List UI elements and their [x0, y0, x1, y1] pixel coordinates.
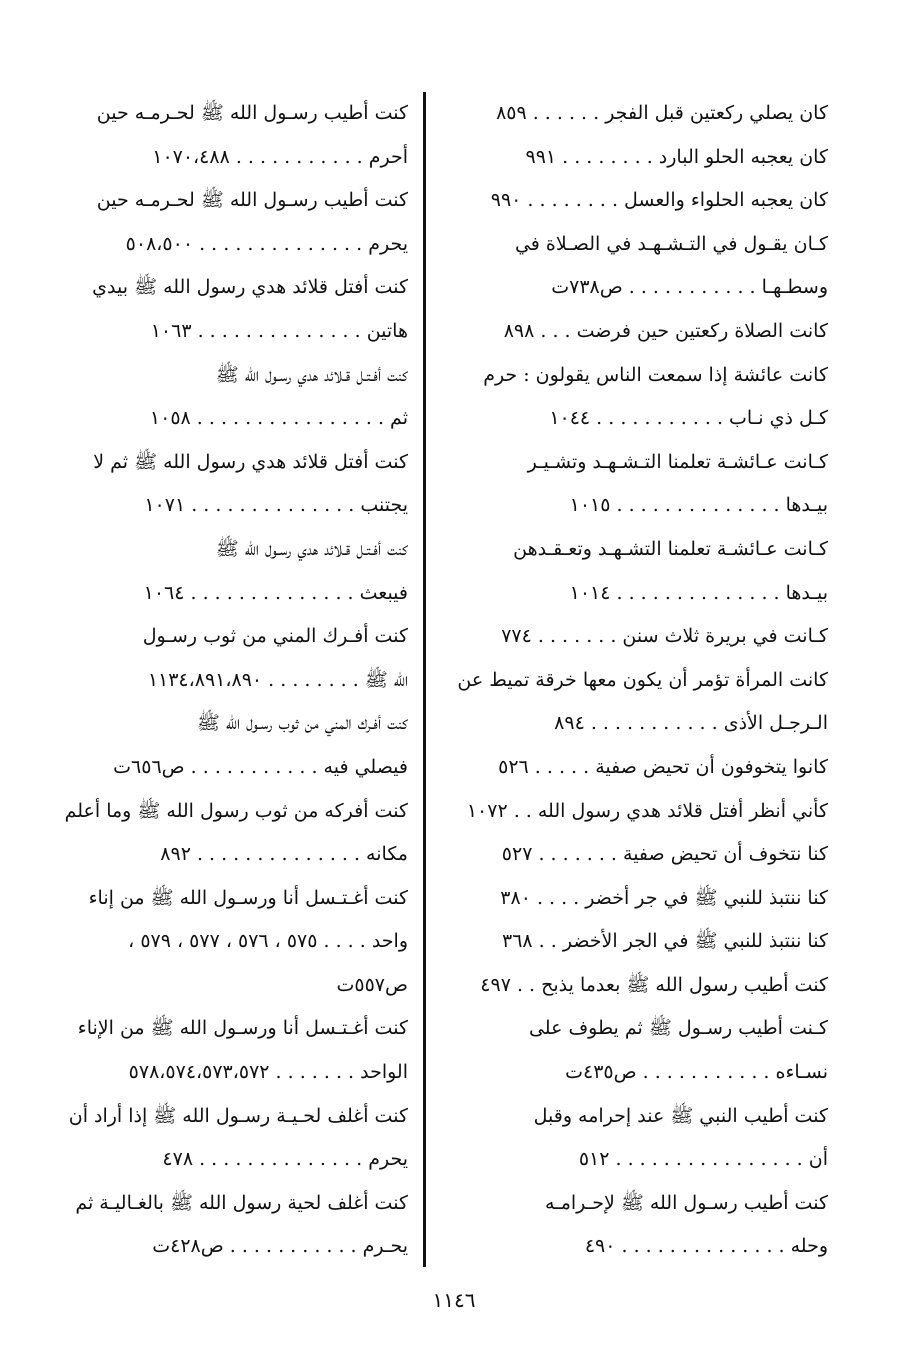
index-entry-line: فيصلي فيه . . . . . . . . . . . ص٦٥٦ت	[113, 755, 408, 778]
index-entry-line: كنت أفـرك المني من ثوب رسـول الله ﷺ	[196, 712, 408, 735]
index-entry-line: الـرجـل الأذى . . . . . . . . . . . ٨٩٤	[554, 712, 828, 735]
index-entry-line: كـل ذي نـاب . . . . . . . . . . . ١٠٤٤	[549, 407, 828, 430]
index-entry-line: كان يعجبه الحلو البارد . . . . . . . . ٩٩١	[525, 145, 828, 168]
index-entry-line: أن . . . . . . . . . . . . . . . . ٥١٢	[578, 1148, 828, 1171]
index-entry-line: كنت أطيب رسـول الله ﷺ لحـرمـه حين	[96, 102, 408, 124]
index-entry-line: أحرم . . . . . . . . . . . ١٠٧٠،٤٨٨	[152, 145, 408, 168]
index-entry-line: كنت أغـتـسل أنا ورسـول الله ﷺ من إناء	[88, 886, 408, 909]
index-entry-line: كنت أطيب رسـول الله ﷺ لإحـرامـه	[544, 1191, 828, 1214]
index-entry-line: كنت أفتل قلائد هدي رسول الله ﷺ بيدي	[92, 276, 408, 299]
index-entry-line: واحد . . . . ٥٧٥ ، ٥٧٦ ، ٥٧٧ ، ٥٧٩ ،	[128, 930, 408, 953]
index-entry-line: كنت أفتل قلائد هدي رسول الله ﷺ ثم لا	[93, 450, 408, 473]
page-number: ١١٤٦	[432, 1288, 476, 1312]
index-entry-line: كنت أفـتـل قـلائد هدي رسـول الله ﷺ	[215, 537, 408, 560]
index-entry-line: كان يصلي ركعتين قبل الفجر . . . . . . ٨٥٩	[496, 102, 828, 124]
index-entry-line: يحـرم . . . . . . . . . . . ص٤٢٨ت	[152, 1235, 408, 1258]
index-entry-line: بيـدها . . . . . . . . . . . . . . ١٠١٥	[569, 494, 828, 517]
index-column-right	[440, 92, 828, 1269]
index-entry-line: كـان يقـول في التـشـهـد في الصـلاة في	[514, 232, 828, 255]
index-entry-line: مكانه . . . . . . . . . . . . . . ٨٩٢	[160, 843, 408, 866]
index-entry-line: كنت أغلف لحـيـة رسـول الله ﷺ إذا أراد أن	[68, 1104, 408, 1127]
index-entry-line: كأني أنظر أفتل قلائد هدي رسول الله . . ١٠٧٢	[466, 799, 828, 822]
index-entry-line: كنت أفـتـل قـلائد هدي رسـول الله ﷺ	[215, 363, 408, 386]
index-entry-line: فيبعث . . . . . . . . . . . . . . ١٠٦٤	[143, 581, 408, 604]
index-entry-line: كـانت في بريرة ثلاث سنن . . . . . . . ٧٧٤	[501, 625, 828, 648]
index-entry-line: الواحد . . . . . . . ٥٧٨،٥٧٤،٥٧٣،٥٧٢	[128, 1061, 408, 1084]
index-entry-line: كان يعجبه الحلواء والعسل . . . . . . . . ٩٩٠	[490, 189, 828, 212]
index-entry-line: كـانت عـائشـة تعلمنا التشـهـد وتعـقـدهن	[513, 537, 828, 560]
index-entry-line: بيـدها . . . . . . . . . . . . . . ١٠١٤	[569, 581, 828, 604]
index-entry-line: يحرم . . . . . . . . . . . . . . ٤٧٨	[162, 1148, 408, 1171]
index-entry-line: وسطـهـا . . . . . . . . . . . ص٧٣٨ت	[551, 276, 828, 299]
index-entry-line: كانوا يتخوفون أن تحيض صفية . . . . . ٥٢٦	[498, 755, 828, 778]
index-entry-line: كنت أطيب رسـول الله ﷺ لحـرمـه حين	[96, 189, 408, 212]
index-entry-line: كنت أغـتـسل أنا ورسـول الله ﷺ من الإناء	[77, 1017, 408, 1040]
index-column-left	[20, 92, 408, 1269]
index-entry-line: وحله . . . . . . . . . . . . . . ٤٩٠	[584, 1235, 828, 1258]
index-entry-line: كانت عائشة إذا سمعت الناس يقولون : حرم	[483, 363, 828, 386]
index-entry-line: ص٥٥٧ت	[336, 973, 408, 996]
index-entry-line: كنت أفـرك المني من ثوب رسـول	[142, 625, 408, 648]
index-entry-line: يجتنب . . . . . . . . . . . . . . ١٠٧١	[144, 494, 408, 517]
index-entry-line: كنت أفركه من ثوب رسول الله ﷺ وما أعلم	[64, 799, 408, 822]
index-entry-line: الله ﷺ . . . . . . . . ١١٣٤،٨٩١،٨٩٠	[147, 668, 408, 691]
index-entry-line: كنت أغلف لحية رسول الله ﷺ بالغـاليـة ثم	[75, 1191, 408, 1214]
index-entry-line: كنت أطيب رسول الله ﷺ بعدما يذبح . . ٤٩٧	[480, 973, 828, 996]
index-entry-line: ثم . . . . . . . . . . . . . . . . ١٠٥٨	[149, 407, 408, 430]
index-entry-line: هاتين . . . . . . . . . . . . . . ١٠٦٣	[150, 319, 408, 342]
index-entry-line: كنا نتخوف أن تحيض صفية . . . . . . . ٥٢٧	[501, 843, 828, 866]
index-entry-line: نسـاءه . . . . . . . . . . . ص٤٣٥ت	[565, 1061, 828, 1084]
index-entry-line: كنت أطيب النبي ﷺ عند إحرامه وقبل	[533, 1104, 828, 1127]
index-entry-line: كنا ننتبذ للنبي ﷺ في الجر الأخضر . . ٣٦٨	[502, 930, 828, 953]
index-entry-line: كـنت أطيب رسـول ﷺ ثم يطوف على	[528, 1017, 828, 1040]
column-divider	[423, 92, 426, 1267]
index-entry-line: كانت المرأة تؤمر أن يكون معها خرقة تميط عن	[457, 668, 828, 691]
index-entry-line: كـانت عـائشـة تعلمنا التـشـهـد وتشـيـر	[527, 450, 828, 473]
index-entry-line: كانت الصلاة ركعتين حين فرضت . . . ٨٩٨	[503, 319, 828, 342]
index-entry-line: يحرم . . . . . . . . . . . . . . ٥٠٨،٥٠٠	[125, 232, 408, 255]
index-entry-line: كنا ننتبذ للنبي ﷺ في جر أخضر . . . . ٣٨٠	[500, 886, 828, 909]
